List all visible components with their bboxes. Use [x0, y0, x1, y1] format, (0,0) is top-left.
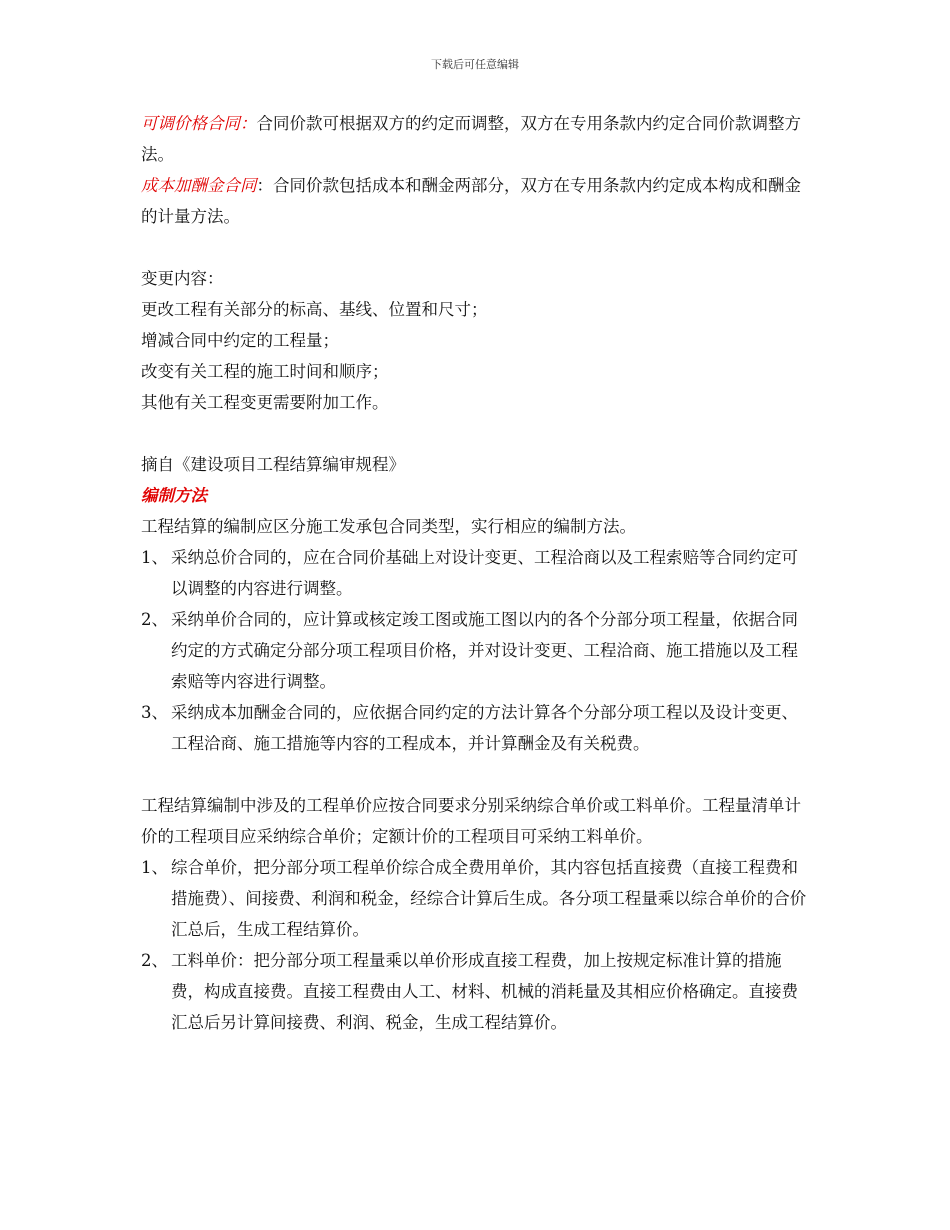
document-body: [141, 108, 813, 1038]
method-heading: 编制方法: [141, 486, 207, 505]
cost-plus-contract-paragraph: [141, 170, 813, 232]
list-item-text: 采纳成本加酬金合同的，应依据合同约定的方法计算各个分部分项工程以及设计变更、工程洽商、施工措施等内容的工程成本，并计算酬金及有关税费。: [171, 703, 798, 753]
spacer: [141, 232, 813, 263]
method-list-item: [141, 604, 813, 697]
list-item-text: 工料单价：把分部分项工程量乘以单价形成直接工程费，加上按规定标准计算的措施费，构成直接费。直接工程费由人工、材料、机械的消耗量及其相应价格确定。直接费汇总后另计算间接费、利润、税金，生成工程结算价。: [171, 951, 798, 1032]
list-number: 1、: [141, 548, 168, 567]
change-content-title: 变更内容：: [141, 269, 224, 288]
change-content-line: 改变有关工程的施工时间和顺序；: [141, 362, 389, 381]
unit-price-intro: 工程结算编制中涉及的工程单价应按合同要求分别采纳综合单价或工料单价。工程量清单计价的工程项目应采纳综合单价；定额计价的工程项目可采纳工料单价。: [141, 796, 801, 846]
adjustable-price-contract-text: 合同价款可根据双方的约定而调整，双方在专用条款内约定合同价款调整方法。: [141, 114, 801, 164]
change-content-line: 增减合同中约定的工程量；: [141, 331, 339, 350]
spacer: [141, 418, 813, 449]
list-number: 2、: [141, 610, 168, 629]
list-number: 1、: [141, 858, 168, 877]
page-header: 下载后可任意编辑: [431, 58, 519, 71]
method-list-item: [141, 542, 813, 604]
method-list-item: [141, 697, 813, 759]
method-intro: 工程结算的编制应区分施工发承包合同类型，实行相应的编制方法。: [141, 517, 636, 536]
unit-price-list-item: [141, 945, 813, 1038]
list-item-text: 综合单价，把分部分项工程单价综合成全费用单价，其内容包括直接费（直接工程费和措施费）、间接费、利润和税金，经综合计算后生成。各分项工程量乘以综合单价的合价汇总后，生成工程结算价。: [171, 858, 807, 939]
list-number: 2、: [141, 951, 168, 970]
cost-plus-contract-text: ：合同价款包括成本和酬金两部分，双方在专用条款内约定成本构成和酬金的计量方法。: [141, 176, 801, 226]
change-content-line: 其他有关工程变更需要附加工作。: [141, 393, 389, 412]
list-item-text: 采纳单价合同的，应计算或核定竣工图或施工图以内的各个分部分项工程量，依据合同约定的方式确定分部分项工程项目价格，并对设计变更、工程洽商、施工措施以及工程索赔等内容进行调整。: [171, 610, 798, 691]
change-content-line: 更改工程有关部分的标高、基线、位置和尺寸；: [141, 300, 488, 319]
spacer: [141, 759, 813, 790]
excerpt-source: 摘自《建设项目工程结算编审规程》: [141, 455, 405, 474]
list-number: 3、: [141, 703, 168, 722]
list-item-text: 采纳总价合同的，应在合同价基础上对设计变更、工程洽商以及工程索赔等合同约定可以调整的内容进行调整。: [171, 548, 798, 598]
cost-plus-contract-label: 成本加酬金合同: [141, 176, 257, 195]
adjustable-price-contract-label: 可调价格合同：: [141, 114, 257, 133]
unit-price-list-item: [141, 852, 813, 945]
adjustable-price-contract-paragraph: [141, 108, 813, 170]
